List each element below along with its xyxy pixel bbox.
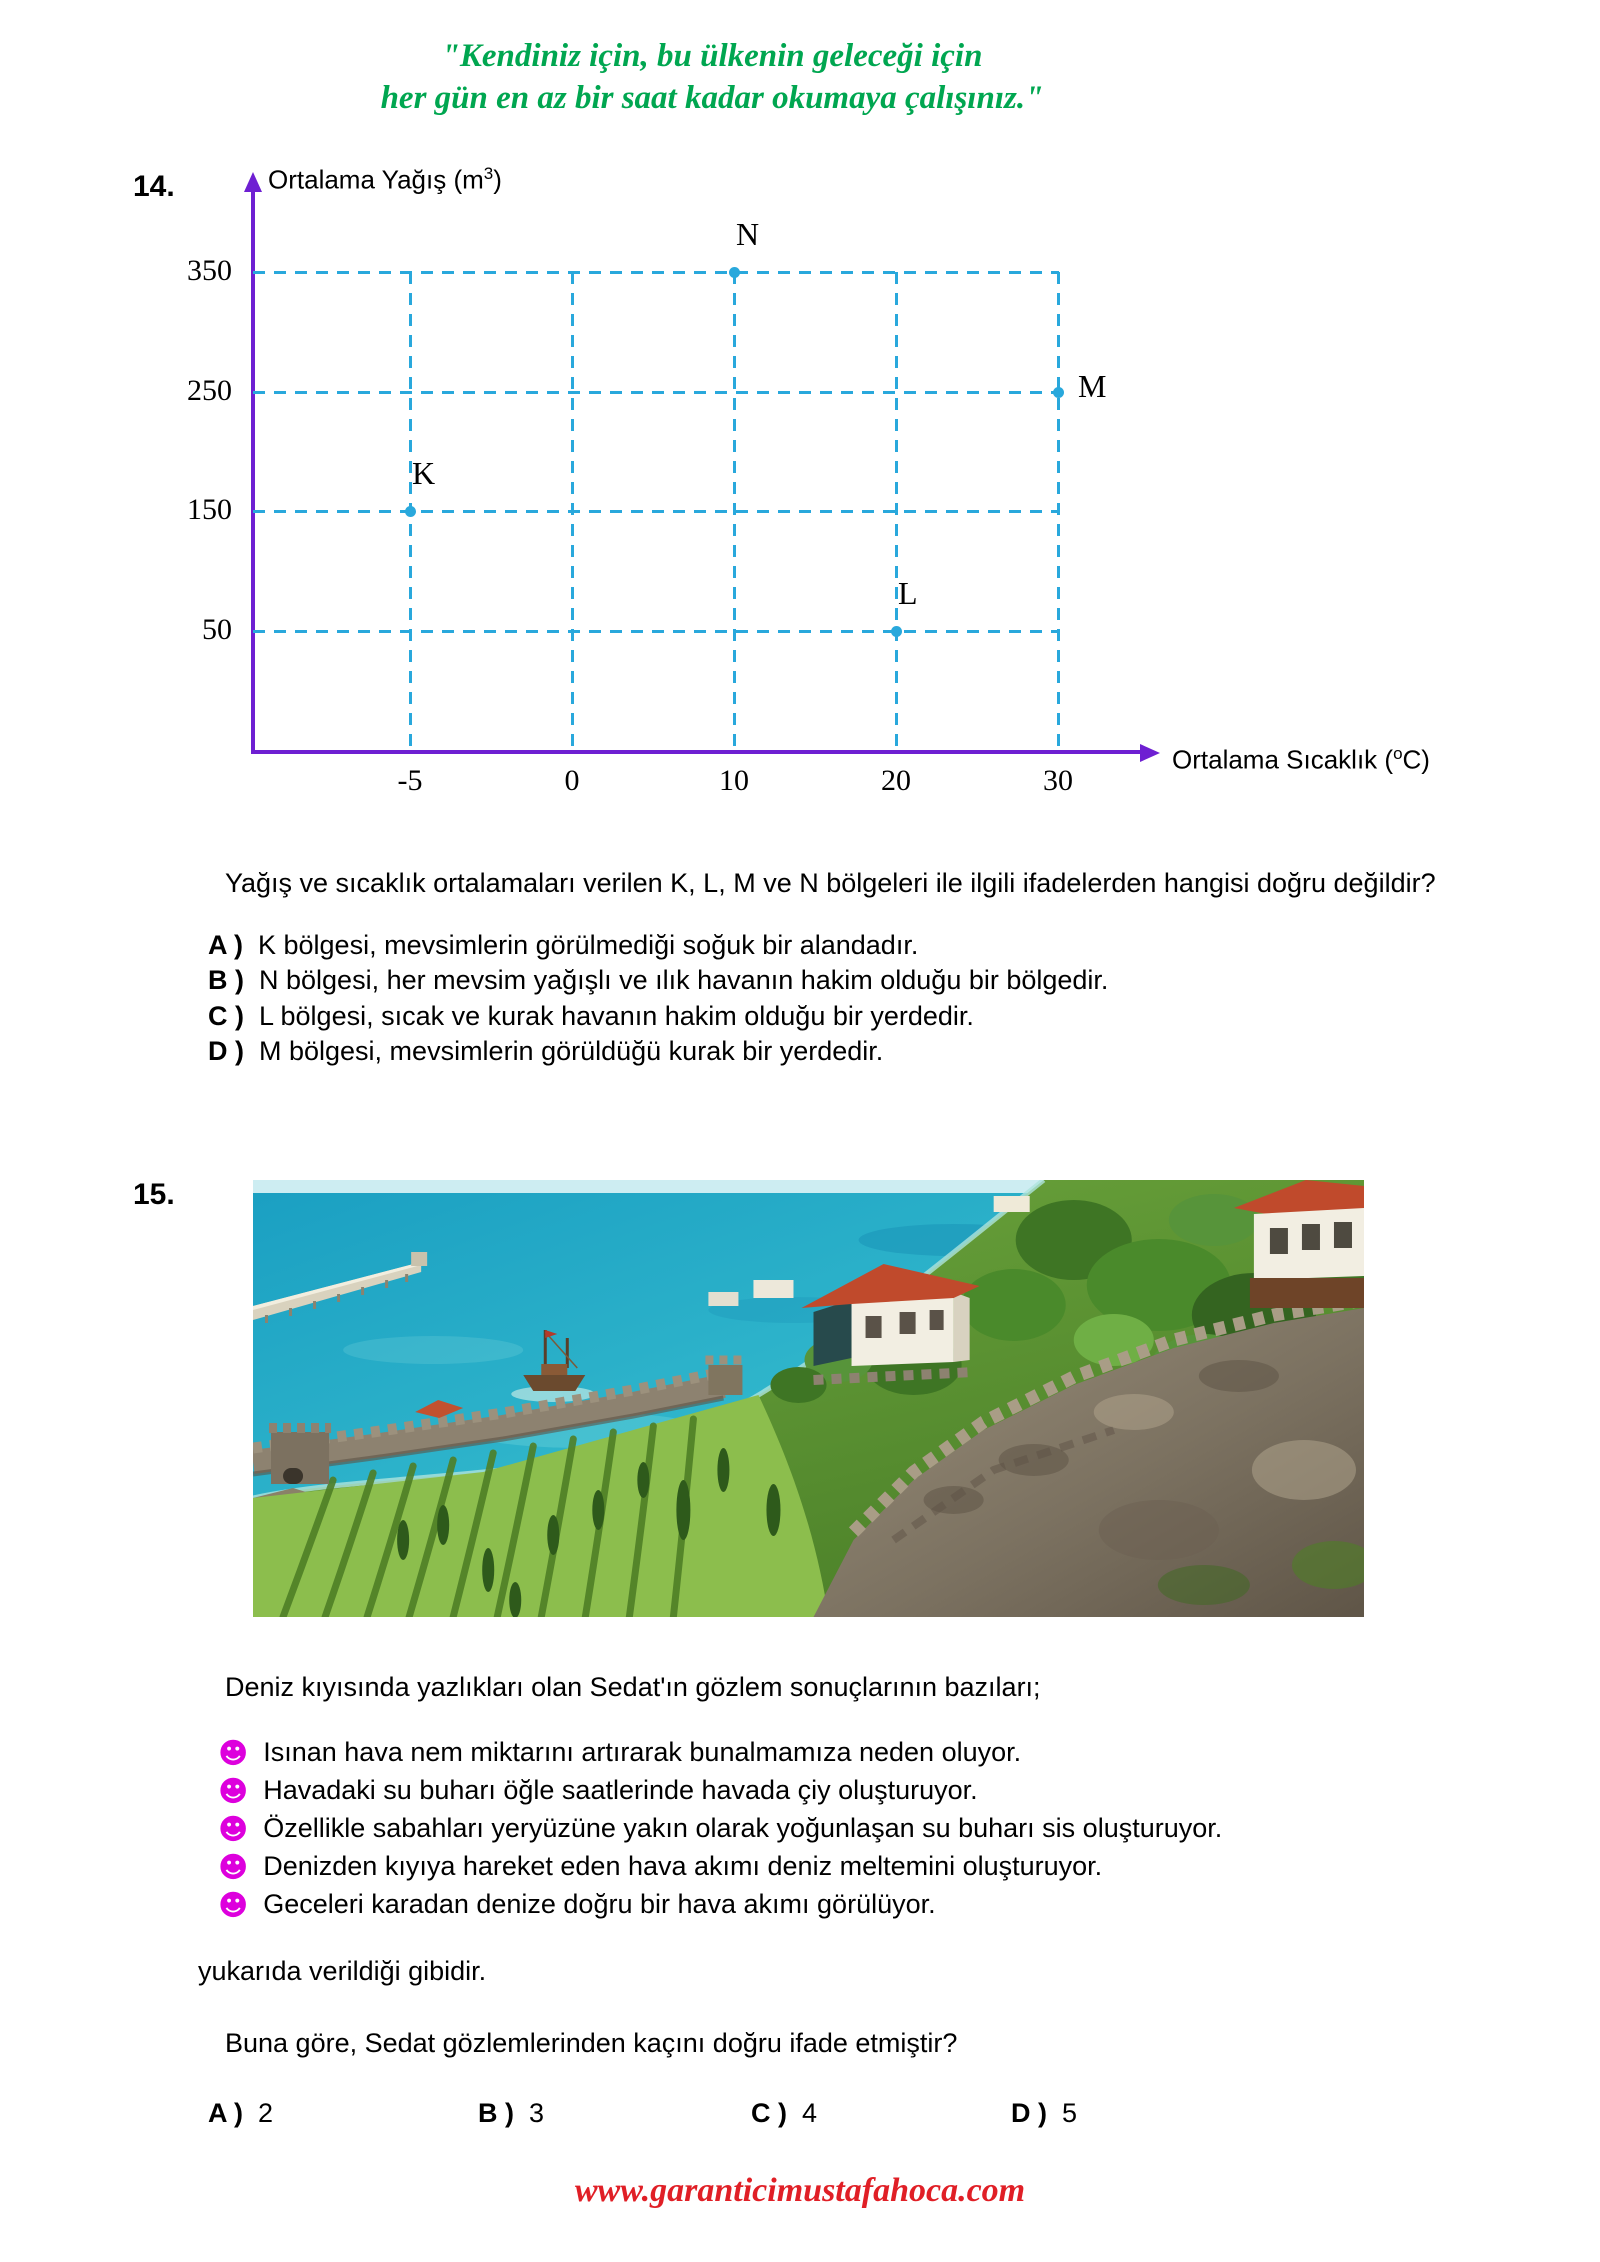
y-axis-title-sup: 3: [483, 164, 494, 183]
smiley-bullet-icon: ☻: [218, 1736, 249, 1770]
v-gridline: [571, 272, 574, 752]
data-point-m: [1053, 387, 1064, 398]
v-gridline: [733, 272, 736, 752]
data-point-label-k: K: [412, 455, 436, 491]
x-tick-label: 0: [564, 764, 580, 797]
x-axis-arrow-icon: [1140, 744, 1160, 762]
y-tick-label: 350: [187, 254, 232, 287]
q15-observation-3: ☻ Özellikle sabahları yeryüzüne yakın olarak yoğunlaşan su buharı sis oluşturuyor.: [218, 1812, 1223, 1846]
q14-option-b: B ) N bölgesi, her mevsim yağışlı ve ılık havanın hakim olduğu bir bölgedir.: [208, 965, 1109, 996]
y-axis-arrow-icon: [244, 172, 262, 192]
data-point-label-n: N: [736, 216, 760, 252]
x-axis-title-text: Ortalama Sıcaklık (: [1172, 744, 1394, 775]
smiley-bullet-icon: ☻: [218, 1850, 249, 1884]
q15-option-c: C ) 4: [751, 2098, 818, 2128]
data-point-k: [405, 506, 416, 517]
option-letter: A ): [208, 930, 243, 960]
q15-observation-2: ☻ Havadaki su buharı öğle saatlerinde havada çiy oluşturuyor.: [218, 1774, 978, 1808]
h-gridline: [253, 391, 1059, 394]
option-letter: D ): [1011, 2098, 1047, 2128]
data-point-l: [891, 626, 902, 637]
option-letter: B ): [478, 2098, 514, 2128]
x-tick-label: 20: [881, 764, 911, 797]
question-15-after: yukarıda verildiği gibidir.: [198, 1956, 487, 1986]
question-14-number: 14.: [133, 170, 175, 203]
option-letter: C ): [751, 2098, 787, 2128]
q15-observation-1: ☻ Isınan hava nem miktarını artırarak bunalmamıza neden oluyor.: [218, 1736, 1022, 1770]
option-letter: B ): [208, 965, 244, 996]
header-quote-line1: "Kendiniz için, bu ülkenin geleceği için: [441, 38, 983, 74]
y-tick-label: 150: [187, 493, 232, 526]
question-15-text: Buna göre, Sedat gözlemlerinden kaçını doğru ifade etmiştir?: [225, 2028, 958, 2058]
castle-photo: [253, 1180, 1364, 1617]
x-axis-title-close: C): [1402, 744, 1430, 775]
data-point-label-l: L: [898, 575, 918, 611]
h-gridline: [253, 271, 1059, 274]
y-tick-label: 50: [202, 613, 232, 646]
q14-option-c: C ) L bölgesi, sıcak ve kurak havanın hakim olduğu bir yerdedir.: [208, 1000, 974, 1031]
question-15-number: 15.: [133, 1178, 175, 1211]
q15-observation-5: ☻ Geceleri karadan denize doğru bir hava akımı görülüyor.: [218, 1888, 936, 1922]
q14-option-a: A ) K bölgesi, mevsimlerin görülmediği soğuk bir alandadır.: [208, 930, 919, 960]
y-tick-label: 250: [187, 374, 232, 407]
x-tick-label: 30: [1043, 764, 1073, 797]
smiley-bullet-icon: ☻: [218, 1888, 249, 1922]
smiley-bullet-icon: ☻: [218, 1774, 249, 1808]
footer-url: www.garanticimustafahoca.com: [574, 2172, 1026, 2209]
data-point-n: [729, 267, 740, 278]
q15-option-d: D ) 5: [1011, 2098, 1078, 2128]
v-gridline: [895, 272, 898, 752]
x-tick-label: 10: [719, 764, 749, 797]
h-gridline: [253, 510, 1059, 513]
header-quote-line2: her gün en az bir saat kadar okumaya çalışınız.": [380, 80, 1044, 116]
q15-option-a: A ) 2: [208, 2098, 274, 2128]
y-axis-title-text: Ortalama Yağış (m: [268, 164, 484, 195]
y-axis-title-close: ): [493, 164, 502, 195]
smiley-bullet-icon: ☻: [218, 1812, 249, 1846]
x-tick-label: -5: [397, 764, 423, 797]
option-letter: C ): [208, 1000, 244, 1031]
option-letter: A ): [208, 2098, 243, 2128]
y-axis-title: [268, 164, 502, 196]
q15-observation-4: ☻ Denizden kıyıya hareket eden hava akımı deniz meltemini oluşturuyor.: [218, 1850, 1103, 1884]
data-point-label-m: M: [1078, 368, 1107, 404]
question-15-lead: Deniz kıyısında yazlıkları olan Sedat'ın gözlem sonuçlarının bazıları;: [225, 1672, 1041, 1702]
option-letter: D ): [208, 1036, 244, 1067]
h-gridline: [253, 630, 1059, 633]
question-14-text: Yağış ve sıcaklık ortalamaları verilen K, L, M ve N bölgeleri ile ilgili ifadelerden hangisi doğru değildir?: [225, 868, 1436, 898]
x-axis-title-sup: o: [1393, 744, 1403, 763]
q14-option-d: D ) M bölgesi, mevsimlerin görüldüğü kurak bir yerdedir.: [208, 1036, 884, 1067]
y-axis-line: [251, 190, 255, 752]
v-gridline: [1057, 272, 1060, 752]
q15-option-b: B ) 3: [478, 2098, 545, 2128]
x-axis-line: [251, 750, 1140, 754]
x-axis-title: [1172, 744, 1430, 776]
